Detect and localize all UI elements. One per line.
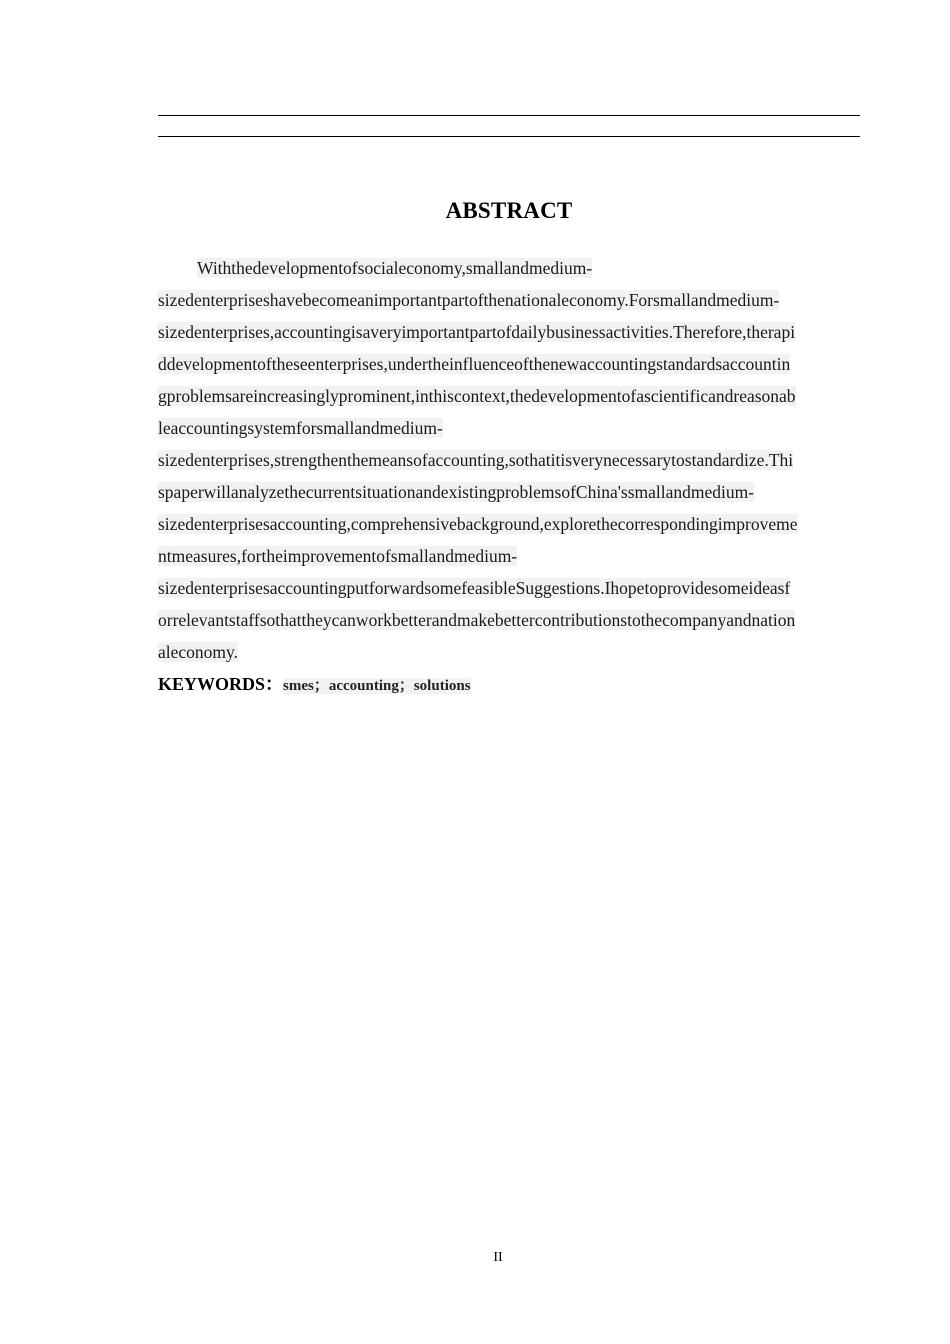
abstract-line: aleconomy. bbox=[158, 642, 239, 662]
abstract-line: sizedenterprises,strengthenthemeansofaccounting,sothatitisverynecessarytostandardize.Thi bbox=[158, 450, 794, 470]
abstract-title: ABSTRACT bbox=[445, 198, 573, 223]
keywords-label: KEYWORDS： bbox=[158, 674, 284, 694]
page-number: II bbox=[493, 1250, 503, 1265]
abstract-line: ntmeasures,fortheimprovementofsmallandmedium- bbox=[158, 546, 518, 566]
abstract-body bbox=[158, 252, 860, 668]
abstract-line: leaccountingsystemforsmallandmedium- bbox=[158, 418, 443, 438]
header-rule-bottom bbox=[158, 136, 860, 137]
abstract-line: Withthedevelopmentofsocialeconomy,smallandmedium- bbox=[197, 258, 593, 278]
abstract-line: sizedenterpriseshavebecomeanimportantpartofthenationaleconomy.Forsmallandmedium- bbox=[158, 290, 780, 310]
abstract-line: sizedenterprises,accountingisaveryimportantpartofdailybusinessactivities.Therefore,therapi bbox=[158, 322, 796, 342]
abstract-line: gproblemsareincreasinglyprominent,inthiscontext,thedevelopmentofascientificandreasonab bbox=[158, 386, 796, 406]
abstract-line: sizedenterprisesaccountingputforwardsomefeasibleSuggestions.Ihopetoprovidesomeideasf bbox=[158, 578, 791, 598]
abstract-line: spaperwillanalyzethecurrentsituationandexistingproblemsofChina'ssmallandmedium- bbox=[158, 482, 755, 502]
abstract-line: orrelevantstaffsothattheycanworkbetterandmakebettercontributionstothecompanyandnation bbox=[158, 610, 796, 630]
keywords-line bbox=[158, 670, 860, 696]
header-rule-top bbox=[158, 115, 860, 116]
abstract-line: ddevelopmentoftheseenterprises,undertheinfluenceofthenewaccountingstandardsaccountin bbox=[158, 354, 791, 374]
abstract-line: sizedenterprisesaccounting,comprehensivebackground,explorethecorrespondingimproveme bbox=[158, 514, 798, 534]
keywords-values: smes；accounting；solutions bbox=[283, 678, 471, 694]
